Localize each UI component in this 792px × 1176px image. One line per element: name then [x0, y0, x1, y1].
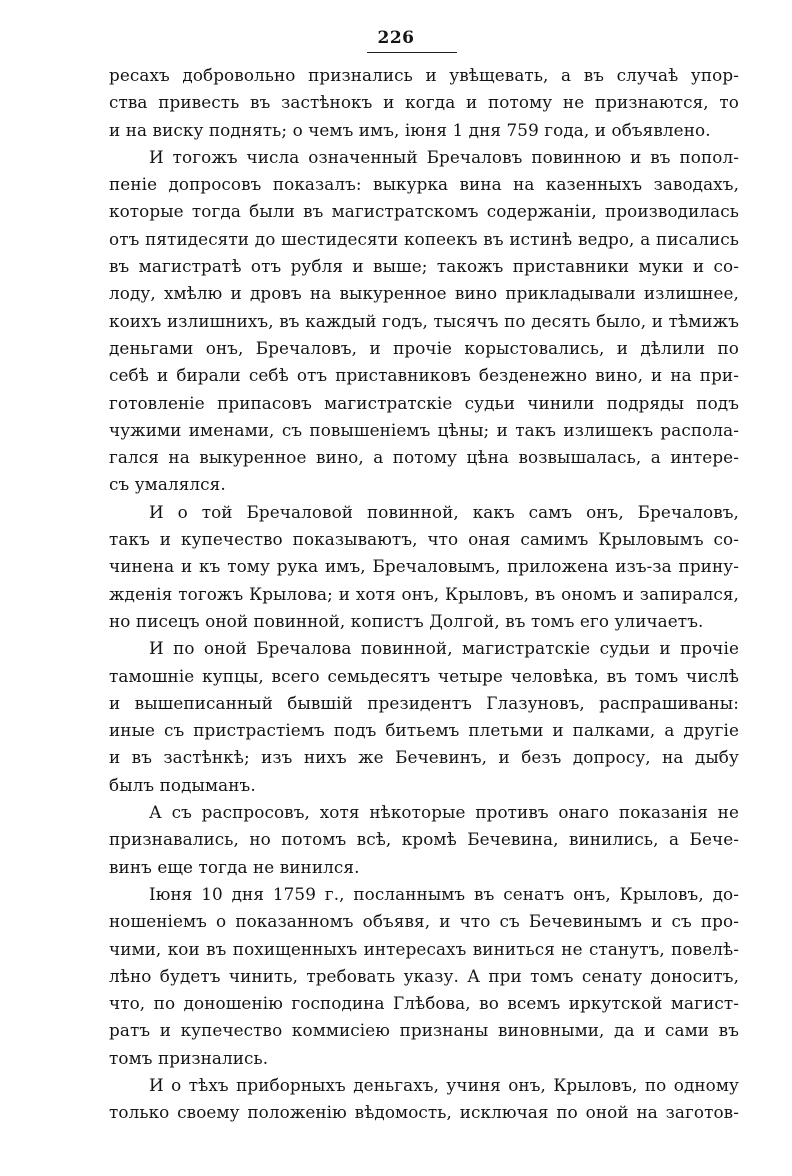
- text-line: такъ и купечество показываютъ, что оная самимъ Крыловымъ со-: [109, 529, 739, 550]
- body-text: [109, 62, 739, 1127]
- text-line: И тогожъ числа означенный Бречаловъ повинною и въ попол-: [149, 146, 739, 167]
- text-line: винъ еще тогда не винился.: [109, 856, 360, 877]
- text-line: А съ распросовъ, хотя нѣкоторые противъ онаго показанія не: [149, 802, 739, 823]
- text-line: тамошніе купцы, всего семьдесятъ четыре человѣка, въ томъ числѣ: [109, 665, 739, 686]
- text-line: ства привесть въ застѣнокъ и когда и потому не признаются, то: [109, 92, 739, 113]
- text-line: отъ пятидесяти до шестидесяти копеекъ въ истинѣ ведро, а писались: [109, 228, 739, 249]
- text-line: что, по доношенію господина Глѣбова, во всемъ иркутской магист-: [109, 993, 739, 1014]
- text-line: И по оной Бречалова повинной, магистратскіе судьи и прочіе: [149, 638, 739, 659]
- text-line: ратъ и купечество коммисіею признаны виновными, да и сами въ: [109, 1020, 739, 1041]
- page-number: 226: [377, 28, 415, 48]
- text-line: въ магистратѣ отъ рубля и выше; такожъ приставники муки и со-: [109, 256, 739, 277]
- text-line: которые тогда были въ магистратскомъ содержаніи, производилась: [109, 201, 739, 222]
- text-line: и вышеписанный бывшій президентъ Глазуновъ, распрашиваны:: [109, 692, 739, 713]
- text-line: чинена и къ тому рука имъ, Бречаловымъ, приложена изъ-за прину-: [109, 556, 739, 577]
- text-line: чужими именами, съ повышеніемъ цѣны; и такъ излишекъ распола-: [109, 419, 739, 440]
- text-line: деньгами онъ, Бречаловъ, и прочіе корыстовались, и дѣлили по: [109, 337, 739, 358]
- text-line: И о тѣхъ приборныхъ деньгахъ, учиня онъ, Крыловъ, по одному: [149, 1074, 739, 1095]
- text-line: только своему положенію вѣдомость, исключая по оной на заготов-: [109, 1102, 739, 1123]
- page-number-rule: [367, 52, 457, 53]
- text-line: жденія тогожъ Крылова; и хотя онъ, Крыловъ, въ ономъ и запирался,: [109, 583, 739, 604]
- text-line: ношеніемъ о показанномъ объявя, и что съ Бечевинымъ и съ про-: [109, 911, 739, 932]
- text-line: и въ застѣнкѣ; изъ нихъ же Бечевинъ, и безъ допросу, на дыбу: [109, 747, 739, 768]
- text-line: пеніе допросовъ показалъ: выкурка вина на казенныхъ заводахъ,: [109, 174, 739, 195]
- text-line: былъ подыманъ.: [109, 774, 256, 795]
- text-line: ресахъ добровольно признались и увѣщевать, а въ случаѣ упор-: [109, 65, 739, 85]
- text-line: томъ признались.: [109, 1047, 269, 1068]
- text-line: готовленіе припасовъ магистратскіе судьи чинили подряды подъ: [109, 392, 739, 413]
- text-line: съ умалялся.: [109, 474, 226, 495]
- text-line: Іюня 10 дня 1759 г., посланнымъ въ сенатъ онъ, Крыловъ, до-: [149, 883, 739, 904]
- text-line: иные съ пристрастіемъ подъ битьемъ плетьми и палками, а другіе: [109, 720, 739, 741]
- text-line: признавались, но потомъ всѣ, кромѣ Бечевина, винились, а Бече-: [109, 829, 739, 850]
- text-line: И о той Бречаловой повинной, какъ самъ онъ, Бречаловъ,: [149, 501, 739, 522]
- text-line: чими, кои въ похищенныхъ интересахъ виниться не станутъ, повелѣ-: [109, 938, 739, 959]
- text-line: лоду, хмѣлю и дровъ на выкуренное вино прикладывали излишнее,: [109, 283, 739, 304]
- text-line: лѣно будетъ чинить, требовать указу. А при томъ сенату доноситъ,: [109, 965, 739, 986]
- text-line: но писецъ оной повинной, копистъ Долгой, въ томъ его уличаетъ.: [109, 610, 704, 631]
- text-line: коихъ излишнихъ, въ каждый годъ, тысячъ по десять было, и тѣмижъ: [109, 310, 739, 331]
- text-line: гался на выкуренное вино, а потому цѣна возвышалась, а интере-: [109, 447, 739, 468]
- text-line: себѣ и бирали себѣ отъ приставниковъ безденежно вино, и на при-: [109, 365, 739, 386]
- text-line: и на виску поднять; о чемъ имъ, іюня 1 дня 759 года, и объявлено.: [109, 119, 711, 140]
